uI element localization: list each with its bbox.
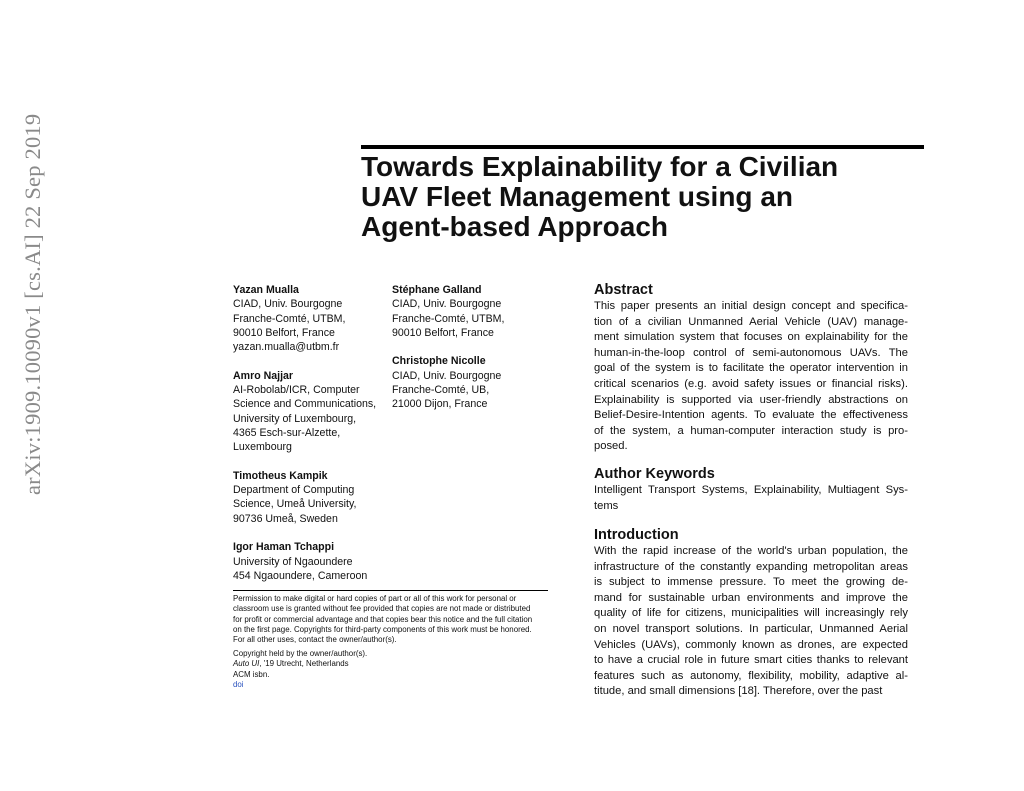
abstract-line: posed. (594, 440, 628, 453)
keywords-line: Intelligent Transport Systems, Explainability, Multiagent Sys- (594, 484, 908, 496)
author-affiliation-line: University of Ngaoundere (233, 555, 353, 568)
abstract-line: human-in-the-loop control of semi-autonomous UAVs. The (594, 346, 908, 359)
introduction-line: titude, and small dimensions [18]. Therefore, over the past (594, 685, 883, 698)
author-affiliation-line: 21000 Dijon, France (392, 398, 488, 411)
introduction-line: infrastructure of the constantly expanding metropolitan areas (594, 560, 908, 573)
author-column-left (233, 283, 376, 598)
author-affiliation-line: Science, Umeå University, (233, 498, 357, 511)
author-block (233, 369, 376, 455)
paper-title (361, 152, 921, 242)
keywords-line: tems (594, 499, 619, 512)
permission-line: Permission to make digital or hard copies of part or all of this work for personal or (233, 594, 517, 603)
abstract-line: Belief-Desire-Intention agents. To evaluate the effectiveness (594, 409, 908, 422)
doi-link[interactable]: doi (233, 679, 244, 689)
isbn: ACM isbn. (233, 669, 270, 679)
footnote-rule (233, 590, 548, 591)
permission-line: on the first page. Copyrights for third-party components of this work must be honored. (233, 624, 532, 634)
title-line: UAV Fleet Management using an (361, 181, 793, 212)
author-column-right (392, 283, 504, 426)
copyright-block (233, 649, 367, 690)
author-name: Igor Haman Tchappi (233, 541, 335, 554)
introduction-line: mand for sustainable urban environments and improve the (594, 591, 908, 604)
author-affiliation-line: 90010 Belfort, France (392, 326, 494, 339)
permission-line: For all other uses, contact the owner/author(s). (233, 635, 397, 645)
author-block (233, 540, 376, 583)
introduction-line: Vehicles (UAVs), commonly known as drones, are expected (594, 638, 908, 651)
author-affiliation-line: AI-Robolab/ICR, Computer (233, 384, 360, 397)
author-block (233, 283, 376, 354)
author-affiliation-line: Science and Communications, (233, 398, 377, 411)
author-affiliation-line: yazan.mualla@utbm.fr (233, 341, 340, 354)
author-affiliation-line: Department of Computing (233, 484, 355, 497)
author-affiliation-line: 454 Ngaoundere, Cameroon (233, 569, 368, 582)
abstract-line: This paper presents an initial design concept and specifica- (594, 300, 908, 312)
keywords-heading: Author Keywords (594, 466, 715, 482)
title-rule (361, 145, 924, 149)
introduction-heading: Introduction (594, 527, 679, 543)
author-affiliation-line: Luxembourg (233, 441, 292, 454)
title-line: Agent-based Approach (361, 211, 668, 242)
venue-detail: , '19 Utrecht, Netherlands (259, 659, 349, 669)
author-affiliation-line: University of Luxembourg, (233, 412, 357, 425)
abstract-line: critical scenarios (e.g. avoid safety issues or financial risks). (594, 377, 908, 390)
abstract-line: goal of the system is to facilitate the operator intervention in (594, 362, 908, 375)
keywords-body (594, 483, 908, 514)
introduction-line: quality of life for citizens, municipalities will increasingly rely (594, 607, 908, 620)
author-affiliation-line: 4365 Esch-sur-Alzette, (233, 426, 341, 439)
introduction-line: With the rapid increase of the world's urban population, the (594, 545, 908, 557)
author-name: Stéphane Galland (392, 284, 482, 296)
author-name: Timotheus Kampik (233, 469, 328, 482)
author-block (392, 283, 504, 340)
venue (233, 659, 367, 669)
venue-name: Auto UI (233, 659, 260, 669)
abstract-section (594, 282, 908, 455)
abstract-line: Explainability is supported via user-friendly abstractions on (594, 393, 908, 406)
permission-notice (233, 594, 553, 645)
author-name: Amro Najjar (233, 369, 294, 382)
author-affiliation-line: Franche-Comté, UB, (392, 384, 490, 397)
introduction-line: to have a crucial role in future smart cities thanks to relevant (594, 654, 908, 667)
introduction-section (594, 527, 908, 700)
introduction-line: is subject to immense pressure. To meet the growing de- (594, 576, 908, 589)
author-name: Christophe Nicolle (392, 355, 486, 368)
introduction-body (594, 544, 908, 700)
author-affiliation-line: 90010 Belfort, France (233, 326, 335, 339)
abstract-body (594, 299, 908, 455)
introduction-line: on novel transport solutions. In particular, Unmanned Aerial (594, 622, 908, 635)
author-block (233, 469, 376, 526)
abstract-line: ment simulation system that focuses on explainability for the (594, 331, 908, 344)
author-affiliation-line: CIAD, Univ. Bourgogne (233, 298, 343, 311)
abstract-heading: Abstract (594, 282, 653, 298)
permission-line: for profit or commercial advantage and that copies bear this notice and the full citation (233, 614, 533, 624)
author-affiliation-line: 90736 Umeå, Sweden (233, 512, 338, 525)
introduction-line: features such as autonomy, flexibility, mobility, adaptive al- (594, 669, 908, 682)
author-affiliation-line: Franche-Comté, UTBM, (233, 312, 346, 325)
keywords-section (594, 466, 908, 514)
author-affiliation-line: CIAD, Univ. Bourgogne (392, 369, 502, 382)
author-name: Yazan Mualla (233, 284, 299, 296)
arxiv-identifier: arXiv:1909.10090v1 [cs.AI] 22 Sep 2019 (20, 113, 45, 495)
abstract-line: of the system, a human-computer interaction study is pro- (594, 424, 908, 437)
author-affiliation-line: Franche-Comté, UTBM, (392, 312, 505, 325)
author-affiliation-line: CIAD, Univ. Bourgogne (392, 298, 502, 311)
author-block (392, 354, 504, 411)
title-line: Towards Explainability for a Civilian (361, 151, 839, 182)
abstract-line: tion of a civilian Unmanned Aerial Vehicle (UAV) manage- (594, 315, 908, 328)
copyright-held: Copyright held by the owner/author(s). (233, 649, 368, 658)
permission-line: classroom use is granted without fee provided that copies are not made or distributed (233, 604, 531, 614)
